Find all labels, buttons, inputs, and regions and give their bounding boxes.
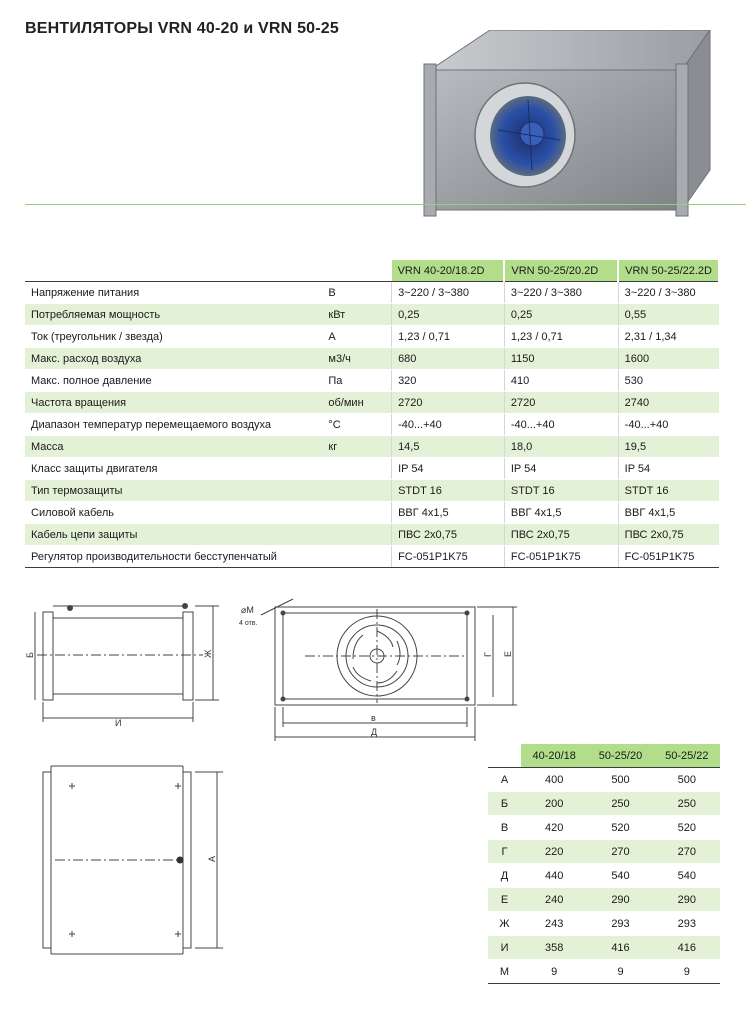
dims-value: 290 (587, 888, 653, 912)
spec-value: ПВС 2х0,75 (618, 524, 719, 546)
dims-model-header: 50-25/22 (654, 744, 720, 768)
dims-value: 400 (521, 768, 587, 792)
dims-row (488, 816, 720, 840)
spec-param-unit (322, 502, 391, 524)
dims-value: 416 (587, 936, 653, 960)
dims-value: 9 (654, 960, 720, 984)
dim-label-dm: ⌀М (241, 605, 254, 615)
dim-label-v: в (371, 713, 376, 723)
dimensions-table (488, 744, 720, 984)
dim-label-holes: 4 отв. (239, 620, 258, 627)
spec-value: 19,5 (618, 436, 719, 458)
spec-row (25, 282, 719, 304)
spec-row (25, 436, 719, 458)
dims-letter: Д (488, 864, 521, 888)
spec-row (25, 326, 719, 348)
spec-value: 1600 (618, 348, 719, 370)
dims-value: 9 (521, 960, 587, 984)
dims-value: 9 (587, 960, 653, 984)
dims-value: 293 (654, 912, 720, 936)
spec-value: 2720 (392, 392, 505, 414)
dims-header-row (488, 744, 720, 768)
dims-row (488, 768, 720, 792)
dims-value: 500 (587, 768, 653, 792)
spec-param-name: Ток (треугольник / звезда) (25, 326, 322, 348)
spec-model-header: VRN 50-25/20.2D (504, 260, 618, 282)
spec-param-unit: кВт (322, 304, 391, 326)
dim-label-i: И (115, 718, 122, 728)
spec-value: -40...+40 (504, 414, 618, 436)
spec-model-header: VRN 40-20/18.2D (392, 260, 505, 282)
spec-value: 1,23 / 0,71 (504, 326, 618, 348)
dim-label-g: Г (483, 652, 493, 657)
dims-value: 270 (587, 840, 653, 864)
spec-param-name: Класс защиты двигателя (25, 458, 322, 480)
section-divider (25, 204, 746, 205)
dims-value: 500 (654, 768, 720, 792)
spec-value: 3~220 / 3~380 (618, 282, 719, 304)
spec-value: 0,25 (392, 304, 505, 326)
spec-param-unit: °С (322, 414, 391, 436)
dim-label-zh: Ж (203, 649, 213, 658)
dims-value: 416 (654, 936, 720, 960)
spec-value: FC-051P1K75 (392, 546, 505, 568)
dims-row (488, 912, 720, 936)
dim-label-e: Е (503, 650, 513, 657)
spec-value: 320 (392, 370, 505, 392)
spec-param-name: Силовой кабель (25, 502, 322, 524)
page-title: ВЕНТИЛЯТОРЫ VRN 40-20 и VRN 50-25 (25, 20, 340, 37)
spec-row (25, 502, 719, 524)
spec-param-unit (322, 480, 391, 502)
spec-row (25, 546, 719, 568)
dims-row (488, 888, 720, 912)
spec-param-name: Регулятор производительности бесступенчатый (25, 546, 322, 568)
spec-param-unit: об/мин (322, 392, 391, 414)
dims-value: 440 (521, 864, 587, 888)
spec-param-unit: кг (322, 436, 391, 458)
spec-param-name: Масса (25, 436, 322, 458)
dims-value: 540 (587, 864, 653, 888)
spec-param-name: Напряжение питания (25, 282, 322, 304)
spec-header-empty (25, 260, 322, 282)
spec-param-unit: м3/ч (322, 348, 391, 370)
dim-label-a: А (207, 855, 217, 862)
spec-value: ВВГ 4х1,5 (618, 502, 719, 524)
spec-param-name: Макс. расход воздуха (25, 348, 322, 370)
dims-letter: Б (488, 792, 521, 816)
spec-param-name: Тип термозащиты (25, 480, 322, 502)
spec-value: IP 54 (392, 458, 505, 480)
spec-value: 410 (504, 370, 618, 392)
spec-value: 2740 (618, 392, 719, 414)
dims-letter: Ж (488, 912, 521, 936)
spec-param-unit (322, 524, 391, 546)
spec-value: IP 54 (504, 458, 618, 480)
fan-product-photo (420, 30, 720, 220)
dims-value: 420 (521, 816, 587, 840)
spec-param-name: Потребляемая мощность (25, 304, 322, 326)
spec-row (25, 348, 719, 370)
dims-value: 270 (654, 840, 720, 864)
spec-value: ПВС 2х0,75 (392, 524, 505, 546)
dims-value: 200 (521, 792, 587, 816)
dims-value: 358 (521, 936, 587, 960)
dims-letter: А (488, 768, 521, 792)
spec-row (25, 414, 719, 436)
spec-value: ПВС 2х0,75 (504, 524, 618, 546)
dims-header-empty (488, 744, 521, 768)
dims-value: 290 (654, 888, 720, 912)
dims-value: 250 (654, 792, 720, 816)
spec-model-header: VRN 50-25/22.2D (618, 260, 719, 282)
spec-value: FC-051P1K75 (504, 546, 618, 568)
dims-letter: Е (488, 888, 521, 912)
spec-row (25, 304, 719, 326)
spec-value: 3~220 / 3~380 (392, 282, 505, 304)
dim-label-d: Д (371, 727, 378, 737)
spec-value: ВВГ 4х1,5 (504, 502, 618, 524)
dims-model-header: 40-20/18 (521, 744, 587, 768)
spec-row (25, 370, 719, 392)
spec-row (25, 524, 719, 546)
spec-value: FC-051P1K75 (618, 546, 719, 568)
spec-value: 2720 (504, 392, 618, 414)
spec-value: -40...+40 (392, 414, 505, 436)
spec-row (25, 480, 719, 502)
dims-value: 520 (654, 816, 720, 840)
spec-param-name: Кабель цепи защиты (25, 524, 322, 546)
dims-row (488, 936, 720, 960)
spec-param-unit (322, 546, 391, 568)
spec-value: 0,55 (618, 304, 719, 326)
spec-value: 3~220 / 3~380 (504, 282, 618, 304)
spec-value: 680 (392, 348, 505, 370)
spec-param-unit: В (322, 282, 391, 304)
spec-value: -40...+40 (618, 414, 719, 436)
dims-row (488, 864, 720, 888)
dim-label-b: Б (25, 652, 35, 658)
dims-letter: И (488, 936, 521, 960)
dims-value: 243 (521, 912, 587, 936)
spec-value: 14,5 (392, 436, 505, 458)
spec-value: 1,23 / 0,71 (392, 326, 505, 348)
dims-value: 240 (521, 888, 587, 912)
front-view-drawing (235, 595, 520, 745)
spec-param-unit: А (322, 326, 391, 348)
spec-param-name: Диапазон температур перемещаемого воздуха (25, 414, 322, 436)
specifications-table (25, 260, 720, 568)
dims-value: 293 (587, 912, 653, 936)
dims-model-header: 50-25/20 (587, 744, 653, 768)
dims-row (488, 840, 720, 864)
dims-value: 250 (587, 792, 653, 816)
dims-value: 540 (654, 864, 720, 888)
spec-value: 2,31 / 1,34 (618, 326, 719, 348)
spec-param-unit (322, 458, 391, 480)
spec-value: STDT 16 (392, 480, 505, 502)
spec-value: STDT 16 (618, 480, 719, 502)
spec-value: 1150 (504, 348, 618, 370)
spec-row (25, 392, 719, 414)
dims-value: 520 (587, 816, 653, 840)
spec-value: STDT 16 (504, 480, 618, 502)
dims-value: 220 (521, 840, 587, 864)
spec-header-empty (322, 260, 391, 282)
spec-row (25, 458, 719, 480)
spec-value: IP 54 (618, 458, 719, 480)
spec-header-row (25, 260, 719, 282)
spec-param-name: Частота вращения (25, 392, 322, 414)
spec-value: 18,0 (504, 436, 618, 458)
top-view-drawing (25, 758, 235, 958)
spec-value: ВВГ 4х1,5 (392, 502, 505, 524)
dims-letter: В (488, 816, 521, 840)
dims-row (488, 792, 720, 816)
dims-row (488, 960, 720, 984)
spec-value: 530 (618, 370, 719, 392)
spec-param-name: Макс. полное давление (25, 370, 322, 392)
dims-letter: Г (488, 840, 521, 864)
spec-param-unit: Па (322, 370, 391, 392)
dims-letter: М (488, 960, 521, 984)
spec-value: 0,25 (504, 304, 618, 326)
side-view-drawing (25, 590, 225, 730)
